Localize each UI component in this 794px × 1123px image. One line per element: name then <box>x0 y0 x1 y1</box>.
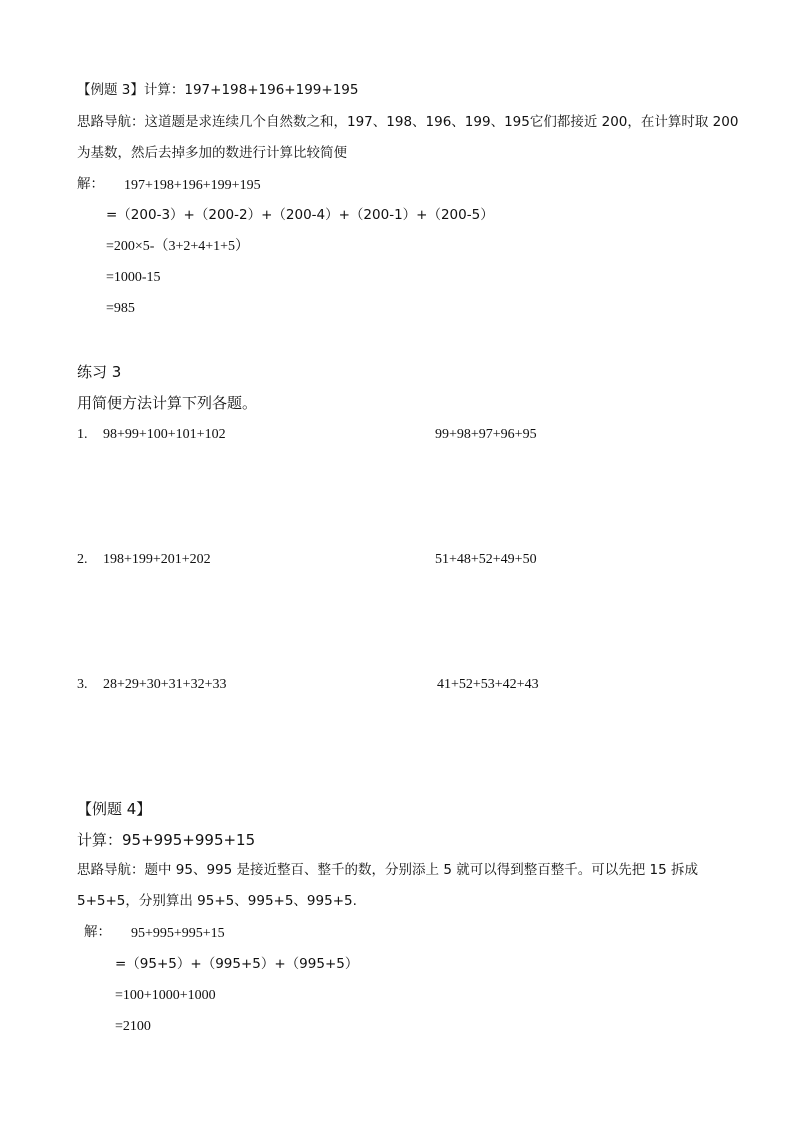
example3-step-3: =1000-15 <box>106 270 161 285</box>
example3-idea-line1: 思路导航：这道题是求连续几个自然数之和，197、198、196、199、195它们都接近 200，在计算时取 200 <box>77 114 739 130</box>
example4-step-3: =2100 <box>115 1019 151 1034</box>
example3-step-1: =（200-3）+（200-2）+（200-4）+（200-1）+（200-5） <box>106 207 494 223</box>
example4-solution-expr: 95+995+995+15 <box>131 926 225 941</box>
example4-step-1: =（95+5）+（995+5）+（995+5） <box>115 956 359 972</box>
example3-solution-expr: 197+198+196+199+195 <box>124 178 261 193</box>
practice-row-1-right: 99+98+97+96+95 <box>435 427 537 442</box>
example3-step-4: =985 <box>106 301 135 316</box>
practice-row-2-num: 2. <box>77 552 88 567</box>
practice-row-3-left: 28+29+30+31+32+33 <box>103 677 227 692</box>
example3-idea-line2: 为基数，然后去掉多加的数进行计算比较简便 <box>77 145 347 161</box>
example4-step-2: =100+1000+1000 <box>115 988 216 1003</box>
practice-row-2-right: 51+48+52+49+50 <box>435 552 537 567</box>
example4-header: 【例题 4】 <box>77 800 152 818</box>
example3-header: 【例题 3】计算：197+198+196+199+195 <box>77 82 359 98</box>
example3-step-2: =200×5-（3+2+4+1+5） <box>106 239 250 254</box>
example4-solution-label: 解： <box>84 924 111 940</box>
practice3-instruction: 用简便方法计算下列各题。 <box>77 394 258 412</box>
practice-row-1-num: 1. <box>77 427 88 442</box>
example4-task: 计算：95+995+995+15 <box>77 831 256 849</box>
practice-row-3-right: 41+52+53+42+43 <box>437 677 539 692</box>
practice3-title: 练习 3 <box>77 363 122 381</box>
example4-idea-line1: 思路导航：题中 95、995 是接近整百、整千的数，分别添上 5 就可以得到整百整千。可以先把 15 拆成 <box>77 862 698 878</box>
practice-row-1-left: 98+99+100+101+102 <box>103 427 226 442</box>
example3-solution-label: 解： <box>77 176 104 192</box>
practice-row-2-left: 198+199+201+202 <box>103 552 211 567</box>
practice-row-3-num: 3. <box>77 677 88 692</box>
example4-idea-line2: 5+5+5，分别算出 95+5、995+5、995+5. <box>77 893 357 909</box>
